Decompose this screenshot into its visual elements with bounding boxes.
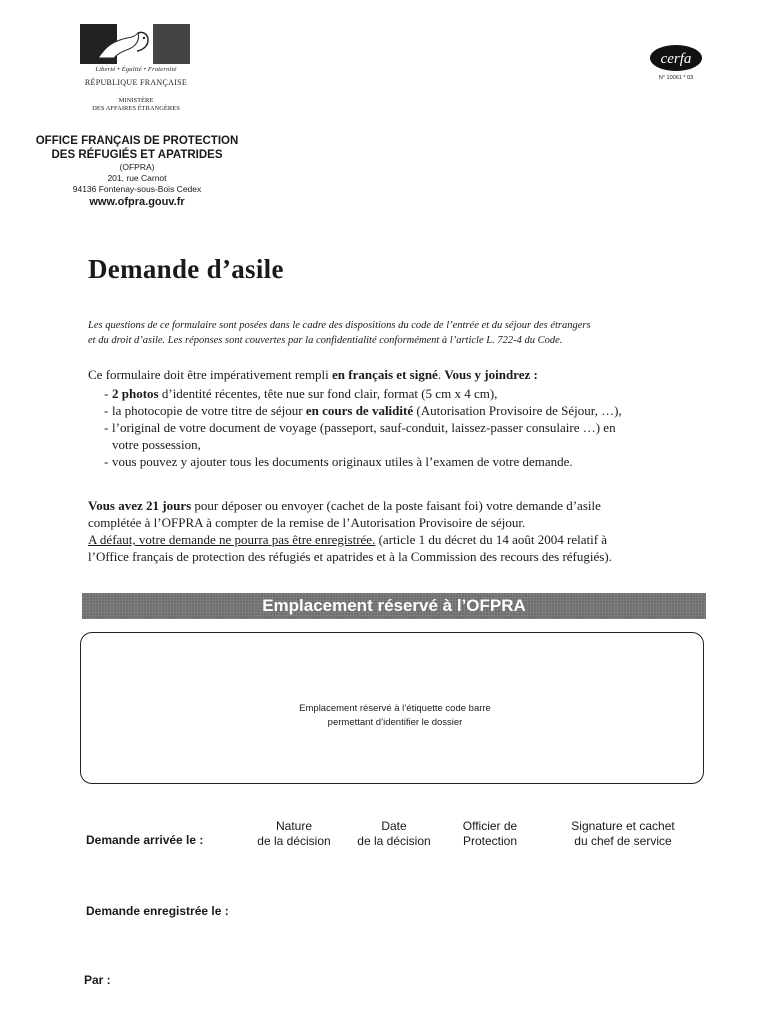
republic-motto: Liberté • Égalité • Fraternité	[95, 66, 177, 73]
decision-nature-line-2: de la décision	[257, 834, 331, 848]
deadline-bold: Vous avez 21 jours	[88, 498, 192, 513]
ofpra-name-line-2: DES RÉFUGIÉS ET APATRIDES	[51, 149, 223, 161]
list-item: - 2 photos d’identité récentes, tête nue sur fond clair, format (5 cm x 4 cm),	[104, 386, 498, 401]
photos-bold: 2 photos	[112, 386, 159, 401]
deadline-line-2: complétée à l’OFPRA à compter de la remise de l’Autorisation Provisoire de séjour.	[88, 515, 526, 530]
deadline-line-1: pour déposer ou envoyer (cachet de la poste faisant foi) votre demande d’asile	[191, 498, 601, 513]
additional-documents-text: vous pouvez y ajouter tous les documents originaux utiles à l’examen de votre demande.	[112, 454, 573, 469]
signature-line-1: Signature et cachet	[571, 819, 675, 833]
barcode-line-2: permettant d’identifier le dossier	[327, 717, 463, 728]
cerfa-logo-text: cerfa	[660, 51, 692, 67]
protection-officer-header	[444, 819, 536, 849]
registration-date-label: Demande enregistrée le :	[86, 904, 229, 918]
barcode-line-1: Emplacement réservé à l’étiquette code barre	[299, 703, 491, 714]
ofpra-reserved-banner: Emplacement réservé à l’OFPRA	[82, 593, 706, 619]
protection-officer-line-2: Protection	[462, 834, 518, 848]
instructions-intro	[88, 366, 720, 383]
deadline-warning: A défaut, votre demande ne pourra pas être enregistrée.	[88, 532, 376, 547]
intro-line-2: et du droit d’asile. Les réponses sont couvertes par la confidentialité conformément à l’article L. 722-4 du Code.	[88, 335, 563, 346]
signature-line-2: du chef de service	[574, 834, 672, 848]
decision-date-header	[344, 819, 444, 849]
ministry-line-1: MINISTÈRE	[118, 97, 154, 104]
ministry-name	[78, 97, 194, 113]
intro-line-1: Les questions de ce formulaire sont posées dans le cadre des dispositions du code de l’entrée et du séjour des étrangers	[88, 320, 591, 331]
validity-bold: en cours de validité	[305, 403, 414, 418]
cerfa-number: N° 10061 * 03	[658, 75, 694, 81]
protection-officer-line-1: Officier de	[462, 819, 518, 833]
ofpra-address-block	[24, 134, 250, 210]
deadline-paragraph	[88, 497, 710, 565]
list-item: - l’original de votre document de voyage (passeport, sauf-conduit, laissez-passer consulaire …) en votre possession,	[104, 419, 720, 453]
travel-document-line-1: l’original de votre document de voyage (passeport, sauf-conduit, laissez-passer consulaire …) en	[112, 420, 616, 435]
decision-date-line-1: Date	[381, 819, 407, 833]
ofpra-city: 94136 Fontenay-sous-Bois Cedex	[72, 184, 202, 194]
ofpra-abbreviation: (OFPRA)	[119, 162, 155, 172]
required-documents-list	[104, 385, 720, 470]
residence-permit-rest: (Autorisation Provisoire de Séjour, …),	[413, 403, 622, 418]
instructions	[88, 366, 720, 470]
list-item: - la photocopie de votre titre de séjour en cours de validité (Autorisation Provisoire de Séjour, …),	[104, 403, 622, 418]
arrival-date-label: Demande arrivée le :	[86, 833, 204, 847]
barcode-instructions	[250, 702, 540, 730]
decision-date-line-2: de la décision	[357, 834, 431, 848]
confidentiality-notice	[88, 318, 720, 348]
page-title: Demande d’asile	[88, 254, 284, 284]
marianne-logo	[80, 24, 190, 64]
ofpra-street: 201, rue Carnot	[107, 173, 167, 183]
republique-francaise: RÉPUBLIQUE FRANÇAISE	[84, 78, 188, 87]
photos-text: d’identité récentes, tête nue sur fond clair, format (5 cm x 4 cm),	[158, 386, 498, 401]
cerfa-logo	[649, 44, 703, 72]
signature-header	[556, 819, 690, 849]
ofpra-website: www.ofpra.gouv.fr	[89, 196, 185, 208]
decision-nature-header	[244, 819, 344, 849]
instructions-separator: .	[437, 367, 445, 382]
ofpra-name-line-1: OFFICE FRANÇAIS DE PROTECTION	[35, 135, 239, 147]
instructions-bold-attach: Vous y joindrez :	[444, 367, 538, 382]
deadline-line-4: l’Office français de protection des réfugiés et apatrides et à la Commission des recours des réfugiés).	[88, 549, 612, 564]
instructions-bold-language: en français et signé	[332, 367, 438, 382]
ministry-line-2: DES AFFAIRES ÉTRANGÈRES	[92, 105, 180, 112]
deadline-line-3: (article 1 du décret du 14 août 2004 relatif à	[375, 532, 608, 547]
instructions-text: Ce formulaire doit être impérativement rempli	[88, 367, 333, 382]
list-item: - vous pouvez y ajouter tous les documents originaux utiles à l’examen de votre demande.	[104, 454, 573, 469]
decision-nature-line-1: Nature	[275, 819, 313, 833]
travel-document-line-2: votre possession,	[112, 437, 201, 452]
residence-permit-text: la photocopie de votre titre de séjour	[112, 403, 306, 418]
registered-by-label: Par :	[84, 973, 111, 987]
